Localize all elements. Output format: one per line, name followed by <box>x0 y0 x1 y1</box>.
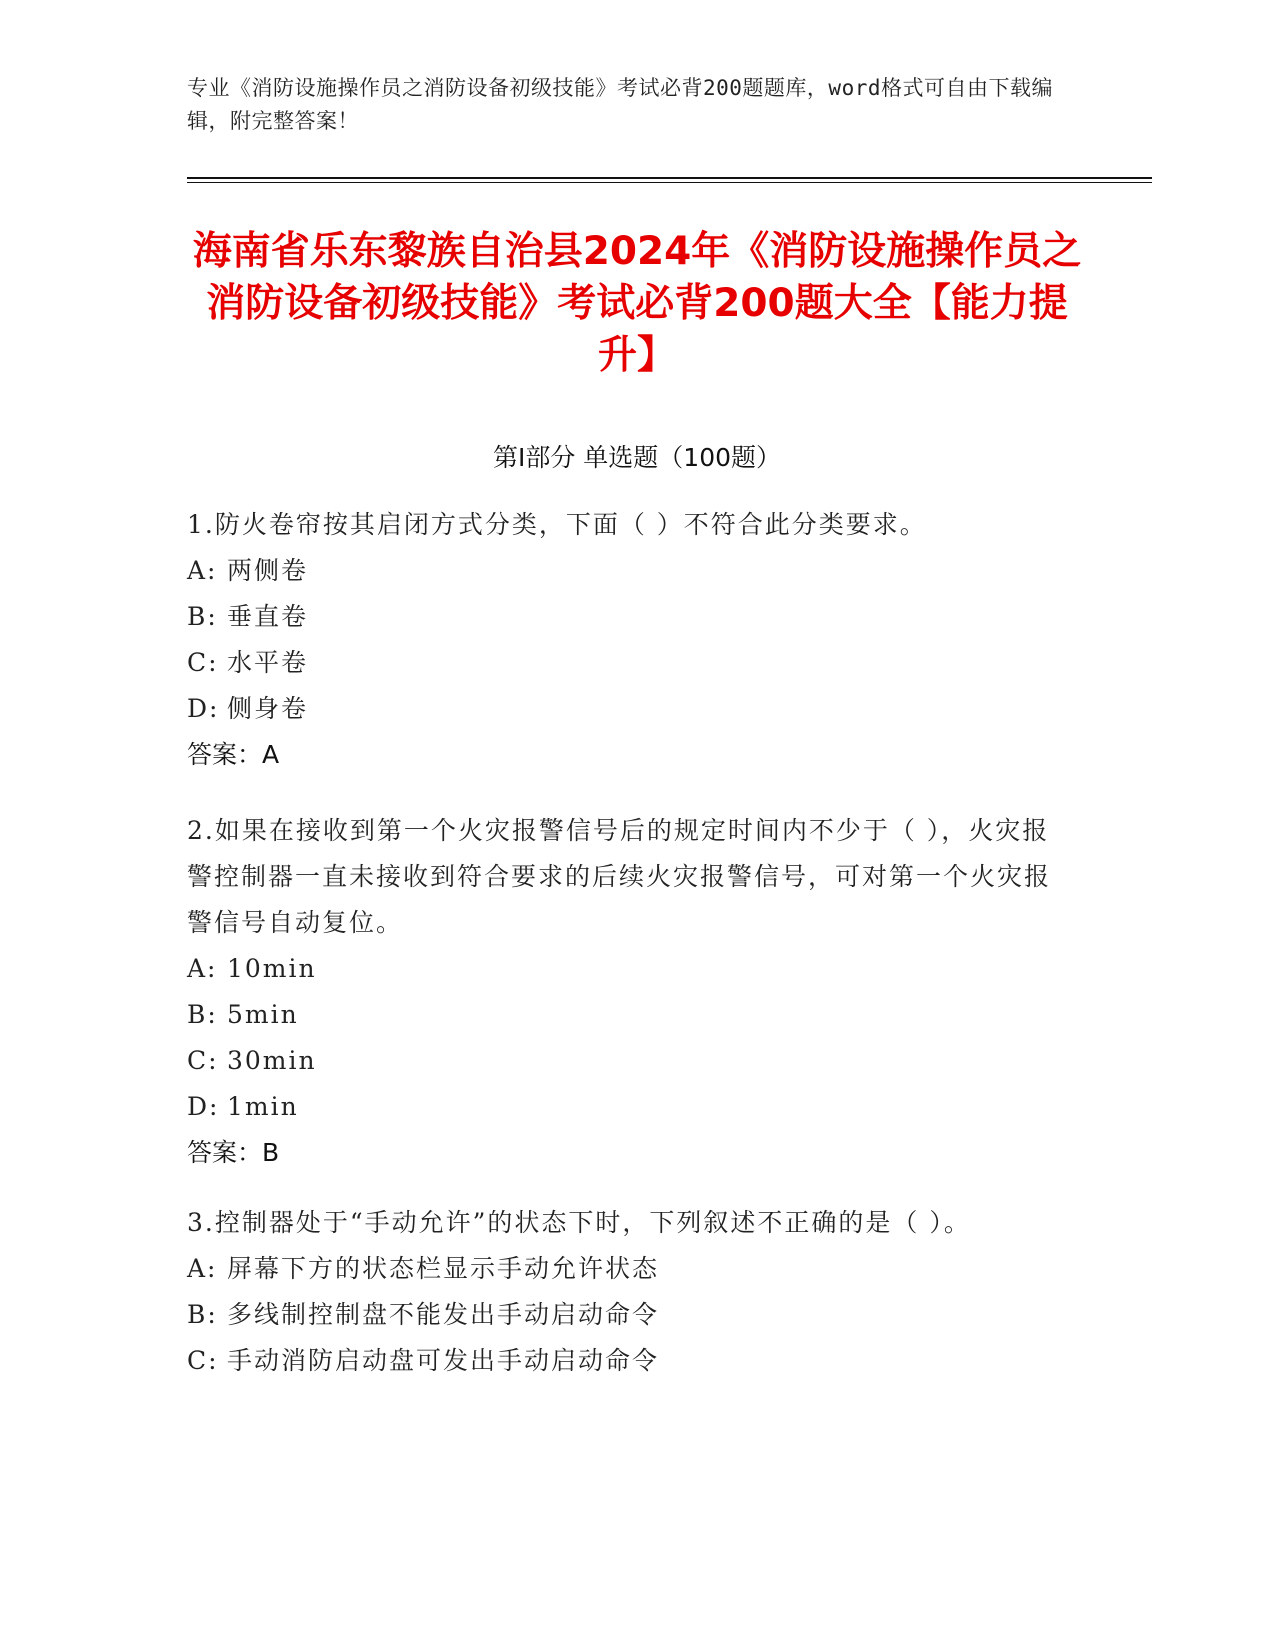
section-heading: 第Ⅰ部分 单选题（100题） <box>492 443 782 472</box>
document-title: 海南省乐东黎族自治县2024年《消防设施操作员之消防设备初级技能》考试必背200题大全【能力提升】 <box>192 229 1082 378</box>
header-rule-thick <box>187 177 1152 179</box>
option-label: A: <box>187 1254 218 1283</box>
answer: 答案：A <box>187 740 280 769</box>
option-b <box>187 1292 1067 1338</box>
option-text: 屏幕下方的状态栏显示手动允许状态 <box>227 1254 660 1283</box>
option-text: 两侧卷 <box>227 556 309 585</box>
option-text: 多线制控制盘不能发出手动启动命令 <box>227 1300 660 1329</box>
option-c <box>187 640 1067 686</box>
question-3 <box>187 1200 1067 1384</box>
option-d <box>187 686 1067 732</box>
option-a <box>187 548 1067 594</box>
option-label: C: <box>187 1346 219 1375</box>
option-text: 1min <box>227 1092 299 1121</box>
option-label: A: <box>187 954 218 983</box>
option-label: A: <box>187 556 218 585</box>
option-label: C: <box>187 1046 219 1075</box>
option-c <box>187 1038 1067 1084</box>
option-label: D: <box>187 694 220 723</box>
answer: 答案：B <box>187 1138 280 1167</box>
option-text: 5min <box>227 1000 299 1029</box>
option-label: B: <box>187 602 218 631</box>
option-text: 30min <box>227 1046 317 1075</box>
question-1 <box>187 502 1067 778</box>
question-stem: 3.控制器处于“手动允许”的状态下时，下列叙述不正确的是（ ）。 <box>187 1208 971 1237</box>
option-text: 手动消防启动盘可发出手动启动命令 <box>227 1346 660 1375</box>
header-rule-thin <box>187 182 1152 183</box>
option-b <box>187 992 1067 1038</box>
option-label: B: <box>187 1000 218 1029</box>
option-text: 侧身卷 <box>227 694 309 723</box>
header-note: 专业《消防设施操作员之消防设备初级技能》考试必背200题题库，word格式可自由下载编辑，附完整答案！ <box>187 76 1053 133</box>
option-a <box>187 1246 1067 1292</box>
option-c <box>187 1338 1067 1384</box>
question-stem: 1.防火卷帘按其启闭方式分类，下面（ ）不符合此分类要求。 <box>187 510 927 539</box>
option-text: 水平卷 <box>227 648 309 677</box>
option-b <box>187 594 1067 640</box>
question-2 <box>187 808 1067 1176</box>
option-text: 10min <box>227 954 317 983</box>
option-d <box>187 1084 1067 1130</box>
option-label: B: <box>187 1300 218 1329</box>
option-a <box>187 946 1067 992</box>
question-stem: 2.如果在接收到第一个火灾报警信号后的规定时间内不少于（ ），火灾报警控制器一直未接收到符合要求的后续火灾报警信号，可对第一个火灾报警信号自动复位。 <box>187 816 1052 937</box>
option-label: C: <box>187 648 219 677</box>
option-label: D: <box>187 1092 220 1121</box>
option-text: 垂直卷 <box>227 602 309 631</box>
